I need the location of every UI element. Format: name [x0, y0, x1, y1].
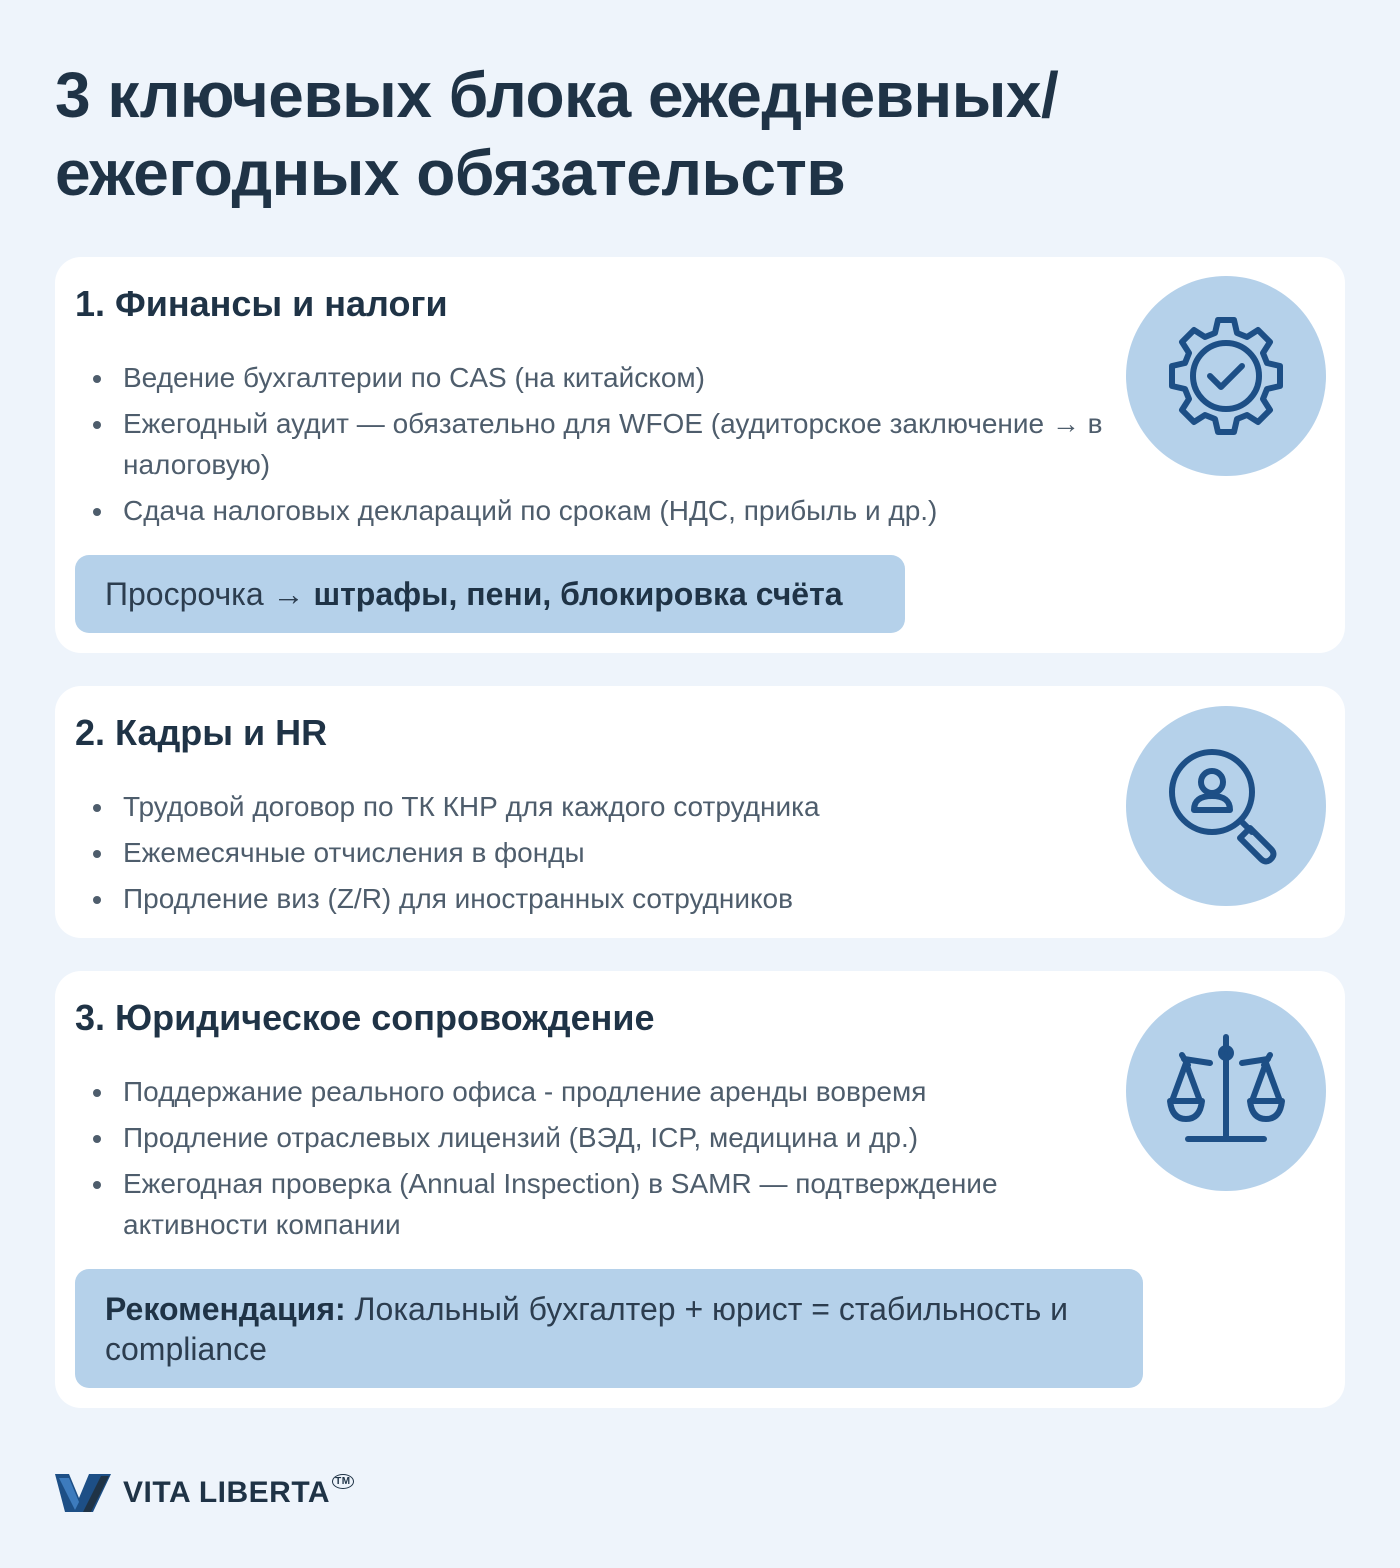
list-item: Ежегодная проверка (Annual Inspection) в SAMR — подтверждение активности компании	[91, 1163, 1111, 1245]
recommendation-callout	[75, 1269, 1143, 1388]
logo-wordmark	[123, 1476, 354, 1510]
person-search-icon	[1164, 744, 1288, 868]
list-item: Ежемесячные отчисления в фонды	[91, 832, 1111, 873]
warning-callout	[75, 555, 905, 633]
callout-emphasis: штрафы, пени, блокировка счёта	[313, 576, 843, 612]
list-item: Продление виз (Z/R) для иностранных сотрудников	[91, 878, 1111, 919]
icon-badge	[1126, 991, 1326, 1191]
brand-logo	[55, 1470, 354, 1516]
card-heading: 1. Финансы и налоги	[75, 283, 448, 324]
bullet-list	[91, 357, 1111, 536]
scales-icon	[1164, 1029, 1288, 1153]
page-title-line-1: 3 ключевых блока ежедневных/	[55, 59, 1059, 131]
card-legal	[55, 971, 1345, 1408]
trademark-mark: TM	[332, 1474, 353, 1489]
gear-check-icon	[1164, 314, 1288, 438]
icon-badge	[1126, 276, 1326, 476]
logo-text: VITA LIBERTA	[123, 1476, 331, 1509]
list-item: Ежегодный аудит — обязательно для WFOE (аудиторское заключение → в налоговую)	[91, 403, 1111, 485]
icon-badge	[1126, 706, 1326, 906]
card-heading: 3. Юридическое сопровождение	[75, 997, 655, 1038]
callout-prefix: Просрочка →	[105, 576, 314, 612]
vita-liberta-logo-icon	[55, 1472, 111, 1514]
page-title-line-2: ежегодных обязательств	[55, 137, 846, 209]
list-item: Сдача налоговых деклараций по срокам (НДС, прибыль и др.)	[91, 490, 1111, 531]
page-title	[55, 56, 1255, 212]
list-item: Трудовой договор по ТК КНР для каждого сотрудника	[91, 786, 1111, 827]
bullet-list	[91, 1071, 1111, 1250]
list-item: Поддержание реального офиса - продление аренды вовремя	[91, 1071, 1111, 1112]
list-item: Ведение бухгалтерии по CAS (на китайском)	[91, 357, 1111, 398]
callout-text: Локальный бухгалтер + юрист = стабильность и compliance	[105, 1291, 1069, 1367]
list-item: Продление отраслевых лицензий (ВЭД, ICP, медицина и др.)	[91, 1117, 1111, 1158]
card-hr	[55, 686, 1345, 938]
card-heading: 2. Кадры и HR	[75, 712, 328, 753]
card-finance-taxes	[55, 257, 1345, 653]
bullet-list	[91, 786, 1111, 924]
callout-emphasis: Рекомендация:	[105, 1291, 346, 1327]
